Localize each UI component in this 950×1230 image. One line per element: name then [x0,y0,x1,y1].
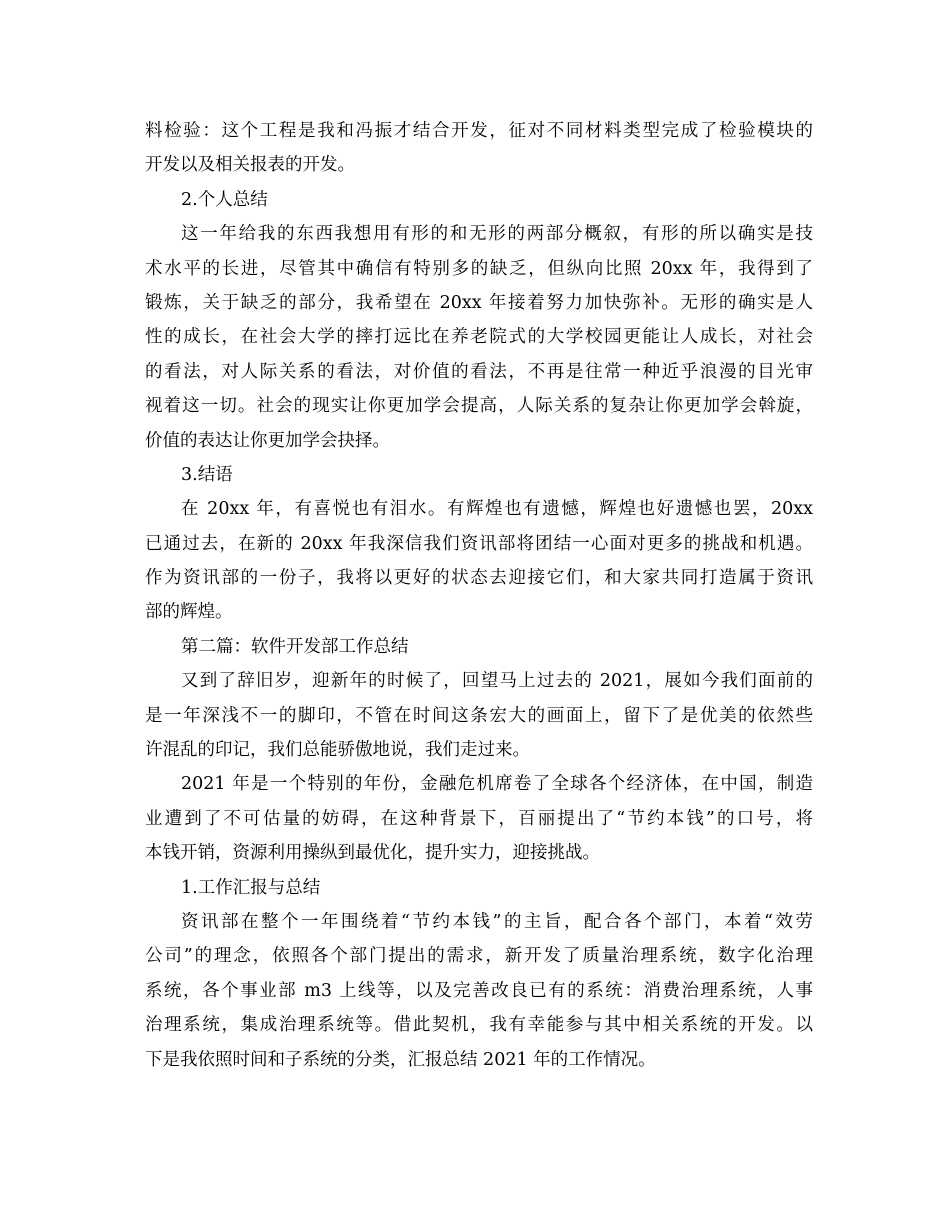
text-line: 视着这一切。社会的现实让你更加学会提高，人际关系的复杂让你更加学会斡旋， [145,396,813,417]
text-line: 下是我依照时间和子系统的分类，汇报总结 2021 年的工作情况。 [145,1049,656,1070]
text-line: 业遭到了不可估量的妨碍，在这种背景下，百丽提出了“节约本钱”的口号，将 [145,808,813,829]
text-line: 2021 年是一个特别的年份，金融危机席卷了全球各个经济体，在中国，制造 [181,774,813,795]
text-line: 2.个人总结 [181,189,268,210]
text-line: 开发以及相关报表的开发。 [145,155,355,176]
text-line: 已通过去，在新的 20xx 年我深信我们资讯部将团结一心面对更多的挑战和机遇。 [145,533,813,554]
text-line: 治理系统，集成治理系统等。借此契机，我有幸能参与其中相关系统的开发。以 [145,1015,813,1036]
text-line: 的看法，对人际关系的看法，对价值的看法，不再是往常一种近乎浪漫的目光审 [145,361,813,382]
text-line: 许混乱的印记，我们总能骄傲地说，我们走过来。 [145,740,530,761]
text-line: 又到了辞旧岁，迎新年的时候了，回望马上过去的 2021，展如今我们面前的 [181,671,813,692]
text-line: 这一年给我的东西我想用有形的和无形的两部分概叙，有形的所以确实是技 [181,224,813,245]
text-line: 在 20xx 年，有喜悦也有泪水。有辉煌也有遗憾，辉煌也好遗憾也罢，20xx [181,499,813,520]
text-line: 作为资讯部的一份子，我将以更好的状态去迎接它们，和大家共同打造属于资讯 [145,568,813,589]
document-body [145,114,813,1077]
text-line: 第二篇：软件开发部工作总结 [181,636,409,657]
text-line: 是一年深浅不一的脚印，不管在时间这条宏大的画面上，留下了是优美的依然些 [145,705,813,726]
text-line: 料检验：这个工程是我和冯振才结合开发，征对不同材料类型完成了检验模块的 [145,121,813,141]
text-line: 本钱开销，资源利用操纵到最优化，提升实力，迎接挑战。 [145,843,600,864]
text-line: 资讯部在整个一年围绕着“节约本钱”的主旨，配合各个部门，本着“效劳 [181,911,813,932]
text-line: 锻炼，关于缺乏的部分，我希望在 20xx 年接着努力加快弥补。无形的确实是人 [145,292,813,313]
text-line: 术水平的长进，尽管其中确信有特别多的缺乏，但纵向比照 20xx 年，我得到了 [145,258,813,279]
text-line: 部的辉煌。 [145,602,233,623]
text-line: 公司”的理念，依照各个部门提出的需求，新开发了质量治理系统，数字化治理 [145,946,813,967]
text-line: 3.结语 [181,464,233,485]
text-line: 性的成长，在社会大学的摔打远比在养老院式的大学校园更能让人成长，对社会 [145,327,813,348]
text-line: 价值的表达让你更加学会抉择。 [145,430,390,451]
text-line: 1.工作汇报与总结 [181,877,321,898]
text-line: 系统，各个事业部 m3 上线等，以及完善改良已有的系统：消费治理系统，人事 [145,980,813,1001]
